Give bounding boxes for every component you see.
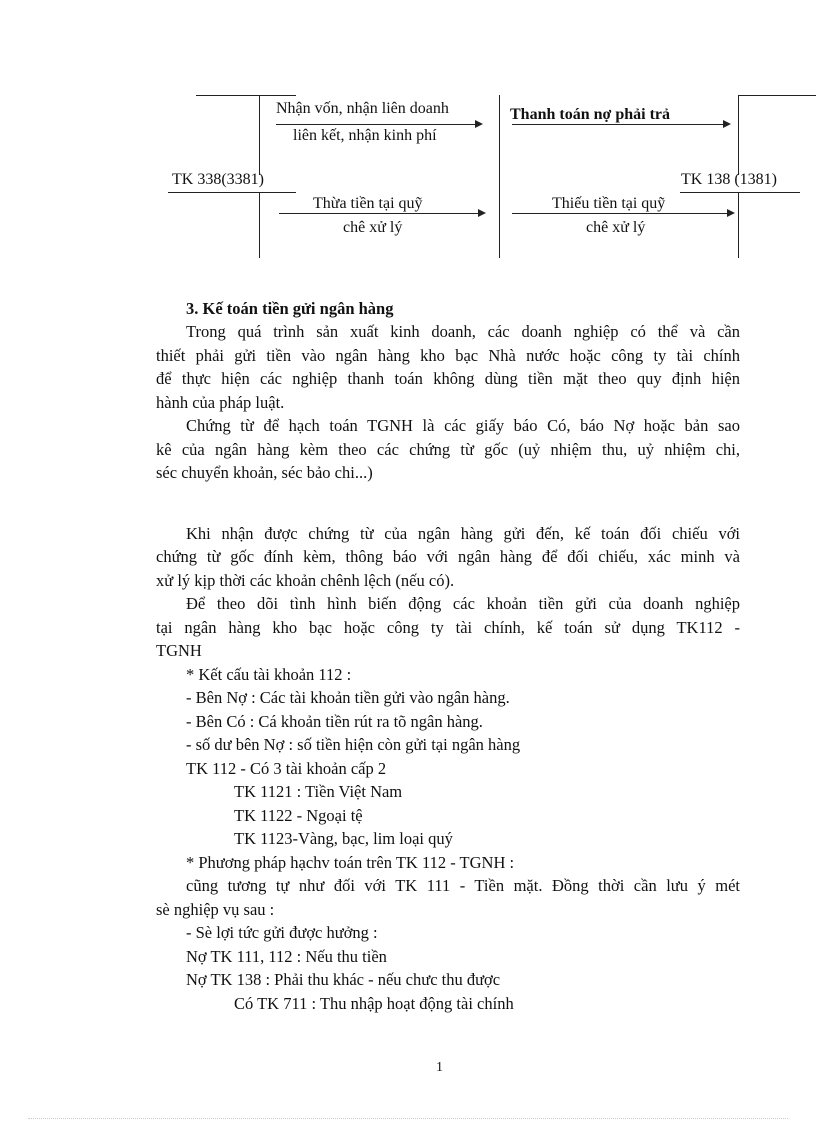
sub-account-1123: TK 1123-Vàng, bạc, lim loại quý bbox=[234, 829, 453, 848]
label-bottom-left-1: Thừa tiền tại quỹ bbox=[313, 195, 423, 212]
label-top-right: Thanh toán nợ phải trả bbox=[510, 106, 671, 123]
paragraph-1-line-3: để thực hiện các nghiệp thanh toán không dùng tiền mặt theo quy định hiện bbox=[156, 369, 740, 388]
arrow-bottom-left bbox=[279, 213, 479, 214]
credit-side-line: - Bên Có : Cá khoản tiền rút ra tõ ngân hàng. bbox=[186, 712, 483, 731]
paragraph-1-line-4: hành của pháp luật. bbox=[156, 393, 285, 412]
sub-accounts-title: TK 112 - Có 3 tài khoản cấp 2 bbox=[186, 759, 387, 778]
t-account-bottom-left-stem bbox=[259, 192, 260, 258]
sub-account-1121: TK 1121 : Tiền Việt Nam bbox=[234, 782, 403, 801]
arrow-top-right bbox=[512, 124, 724, 125]
t-account-top-right bbox=[738, 95, 816, 96]
debit-111-112-line: Nợ TK 111, 112 : Nếu thu tiền bbox=[186, 947, 387, 966]
balance-line: - số dư bên Nợ : số tiền hiện còn gửi tại ngân hàng bbox=[186, 735, 521, 754]
t-account-top-right-stem bbox=[738, 95, 739, 175]
paragraph-1-line-1: Trong quá trình sản xuất kinh doanh, các doanh nghiệp có thể và cần bbox=[186, 322, 740, 341]
arrow-top-left bbox=[276, 124, 476, 125]
arrow-bottom-right bbox=[512, 213, 728, 214]
paragraph-3-line-2: chứng từ gốc đính kèm, thông báo với ngân hàng để đối chiếu, xác minh và bbox=[156, 547, 740, 566]
page-number: 1 bbox=[436, 1060, 443, 1075]
t-account-bottom-right bbox=[680, 192, 800, 193]
account-left: TK 338(3381) bbox=[172, 171, 264, 188]
t-account-top-left bbox=[196, 95, 296, 96]
method-line-1: cũng tương tự như đối với TK 111 - Tiền mặt. Đồng thời cần lưu ý mét bbox=[186, 876, 740, 895]
method-title: * Phương pháp hạchv toán trên TK 112 - TGNH : bbox=[186, 853, 515, 872]
label-bottom-right-1: Thiếu tiền tại quỹ bbox=[552, 195, 666, 212]
center-divider bbox=[499, 95, 500, 258]
t-account-bottom-left bbox=[168, 192, 296, 193]
paragraph-2-line-3: séc chuyển khoản, séc bảo chi...) bbox=[156, 463, 373, 482]
paragraph-4-line-3: TGNH bbox=[156, 641, 202, 660]
label-top-left-2: liên kết, nhận kinh phí bbox=[293, 127, 437, 144]
t-account-top-left-stem bbox=[259, 95, 260, 175]
account-right: TK 138 (1381) bbox=[681, 171, 777, 188]
label-bottom-left-2: chê xử lý bbox=[343, 219, 403, 236]
debit-side-line: - Bên Nợ : Các tài khoản tiền gửi vào ngân hàng. bbox=[186, 688, 510, 707]
paragraph-2-line-1: Chứng từ để hạch toán TGNH là các giấy báo Có, báo Nợ hoặc bản sao bbox=[186, 416, 740, 435]
t-account-bottom-right-stem bbox=[738, 192, 739, 258]
paragraph-4-line-2: tại ngân hàng kho bạc hoặc công ty tài chính, kế toán sử dụng TK112 - bbox=[156, 618, 740, 637]
paragraph-1-line-2: thiết phải gửi tiền vào ngân hàng kho bạc Nhà nước hoặc công ty tài chính bbox=[156, 346, 740, 365]
interest-line: - Sè lợi tức gửi được hưởng : bbox=[186, 923, 378, 942]
paragraph-3-line-3: xử lý kịp thời các khoản chênh lệch (nếu có). bbox=[156, 571, 455, 590]
label-top-left-1: Nhận vốn, nhận liên doanh bbox=[276, 100, 449, 117]
credit-711-line: Có TK 711 : Thu nhập hoạt động tài chính bbox=[234, 994, 514, 1013]
paragraph-3-line-1: Khi nhận được chứng từ của ngân hàng gửi đến, kế toán đối chiếu với bbox=[186, 524, 740, 543]
paragraph-4-line-1: Để theo dõi tình hình biến động các khoản tiền gửi của doanh nghiệp bbox=[186, 594, 740, 613]
section-heading: 3. Kế toán tiền gửi ngân hàng bbox=[186, 299, 394, 318]
paragraph-2-line-2: kê của ngân hàng kèm theo các chứng từ gốc (uỷ nhiệm thu, uỷ nhiệm chi, bbox=[156, 440, 740, 459]
label-bottom-right-2: chê xử lý bbox=[586, 219, 646, 236]
page-bottom-rule bbox=[28, 1118, 788, 1119]
method-line-2: sè nghiệp vụ sau : bbox=[156, 900, 275, 919]
debit-138-line: Nợ TK 138 : Phải thu khác - nếu chưc thu được bbox=[186, 970, 501, 989]
account-structure-title: * Kết cấu tài khoản 112 : bbox=[186, 665, 352, 684]
sub-account-1122: TK 1122 - Ngoại tệ bbox=[234, 806, 363, 825]
